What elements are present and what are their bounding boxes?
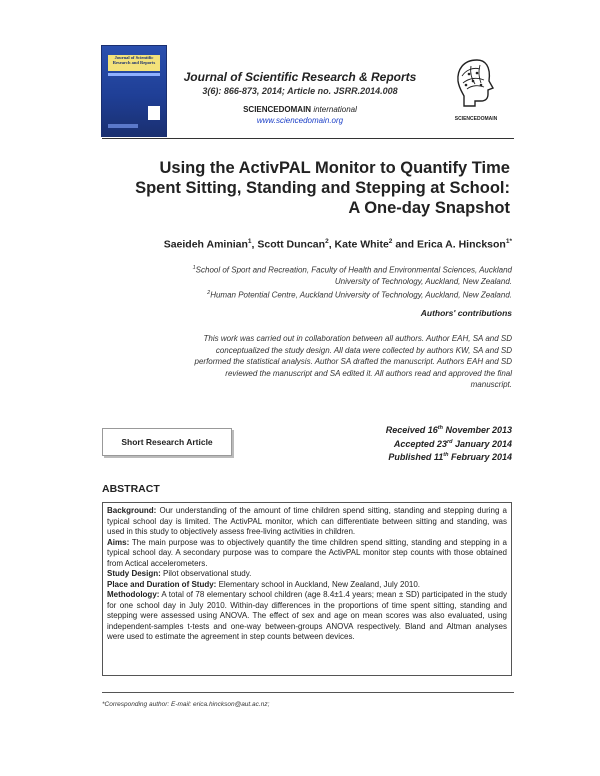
abstract-aims: Aims: The main purpose was to objectively quantify the time children spend sitting, standing and stepping in a typical school day. A secondary purpose was to compare the ActivPAL monitor step counts with those obtained from Actical accelerometers. — [107, 537, 507, 568]
contributions-heading: Authors' contributions — [420, 308, 512, 318]
paper-title — [110, 158, 510, 218]
author-name: Erica A. Hinckson — [416, 238, 506, 251]
logo-caption: SCIENCEDOMAIN — [454, 116, 498, 122]
title-line: Spent Sitting, Standing and Stepping at School: — [135, 179, 510, 197]
published-date: Published 11th February 2014 — [388, 452, 512, 462]
abstract-methodology: Methodology: A total of 78 elementary school children (age 8.4±1.4 years; mean ± SD) participated in the study for one school day in July 2010. Within-day differences in the proportions of time spent sitting, standing and stepping were assessed using ANOVA. The effect of sex and age on mean scores was also evaluated, using independent-samples t-tests and one-way between-groups ANOVA respectively. Bland and Altman analyses were used to estimate the agreement in step counts between devices. — [107, 590, 507, 641]
affiliations — [110, 263, 512, 301]
article-type-badge: Short Research Article — [102, 428, 232, 456]
author-list: Saeideh Aminian$^1$, Scott Duncan$^2$, Kate White$^2$ and Erica A. Hinckson$^{1*}$ — [163, 238, 512, 251]
affiliation-1-cont: University of Technology, Auckland, New Zealand. — [334, 277, 512, 287]
cover-title: Journal of Scientific Research and Reports — [108, 55, 160, 71]
title-line: A One-day Snapshot — [348, 199, 510, 217]
abstract-box — [102, 502, 512, 676]
received-date: Received 16th November 2013 — [385, 425, 512, 435]
journal-reference: 3(6): 866-873, 2014; Article no. JSRR.2014.008 — [202, 86, 398, 96]
journal-cover-image — [102, 46, 166, 136]
contributions-text: This work was carried out in collaboration between all authors. Author EAH, SA and SD conceptualized the study design. All data were collected by authors KW, SA and SD performed the statistical analysis. Author SA drafted the manuscript. Authors EAH and SD reviewed the manuscript and SA edited it. All authors read and approved the final manuscript. — [194, 334, 512, 389]
header-divider — [102, 138, 514, 139]
accepted-date: Accepted 23rd January 2014 — [393, 438, 512, 449]
publication-dates — [330, 423, 512, 464]
abstract-heading: ABSTRACT — [102, 483, 160, 495]
abstract-place: Place and Duration of Study: Elementary school in Auckland, New Zealand, July 2010. — [107, 579, 421, 589]
affiliation-2: $^2$Human Potential Centre, Auckland University of Technology, Auckland, New Zealand. — [207, 289, 512, 300]
author-name: Saeideh Aminian — [163, 238, 248, 251]
footnote-divider — [102, 692, 514, 693]
author-name: Scott Duncan — [257, 238, 326, 251]
title-line: Using the ActivPAL Monitor to Quantify Time — [159, 159, 510, 177]
author-name: Kate White — [334, 238, 389, 251]
corresponding-author-footnote: *Corresponding author: E-mail: erica.hinckson@aut.ac.nz; — [102, 701, 270, 708]
abstract-background: Background: Our understanding of the amount of time children spend sitting, standing and stepping during a typical school day is limited. The ActivPAL monitor, which can differentiate between sitting and standing, was used in this study to objectively assess free-living activities in children. — [107, 506, 507, 536]
publisher-url[interactable]: www.sciencedomain.org — [256, 116, 344, 125]
affiliation-1: $^1$School of Sport and Recreation, Faculty of Health and Environmental Sciences, Auckland — [192, 265, 512, 275]
journal-title: Journal of Scientific Research & Reports — [183, 70, 417, 84]
abstract-design: Study Design: Pilot observational study. — [107, 569, 252, 578]
publisher-name: SCIENCEDOMAIN international — [243, 105, 357, 114]
sciencedomain-logo-icon — [453, 54, 501, 114]
